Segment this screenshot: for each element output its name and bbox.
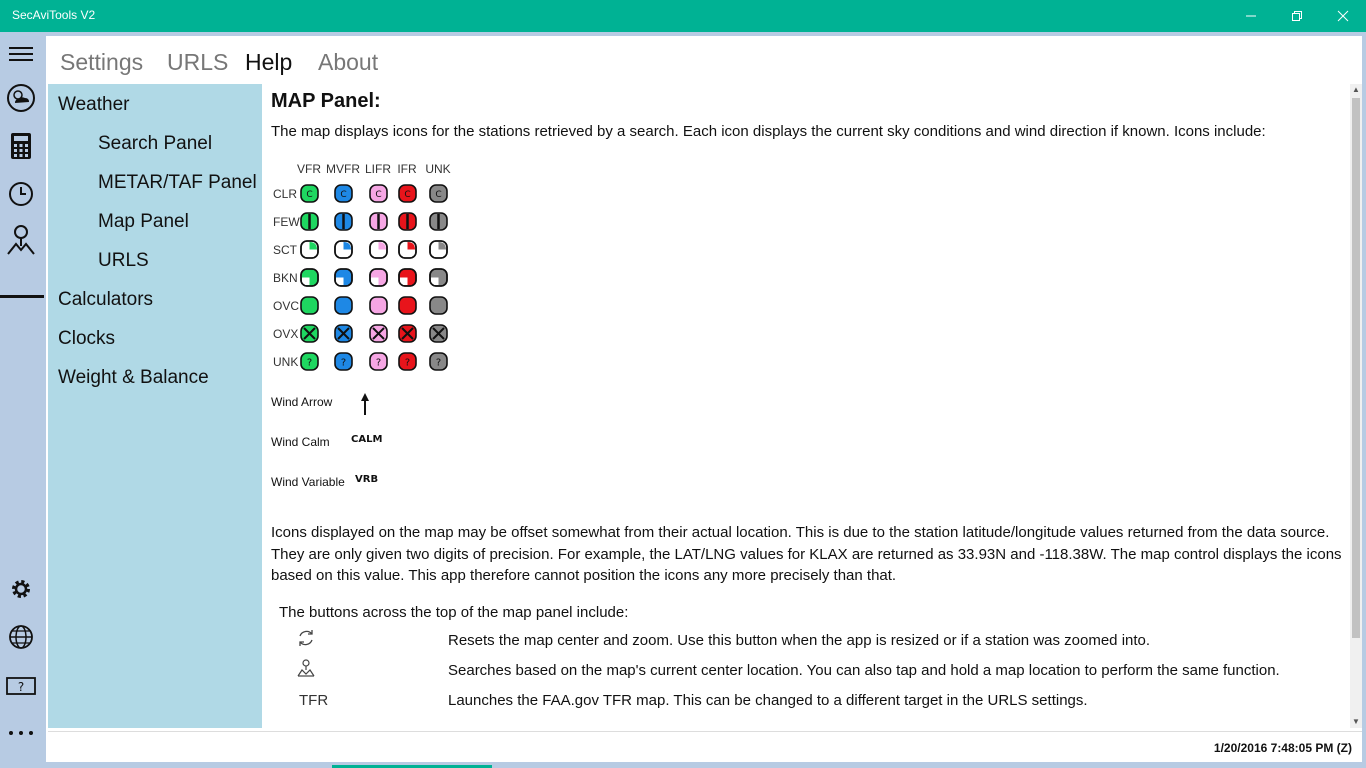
legend-row-ovx: OVX [273,327,299,341]
tfr-description: Launches the FAA.gov TFR map. This can be changed to a different target in the URLS settings. [448,692,1088,709]
nav-search-panel[interactable]: Search Panel [98,133,213,154]
restore-button[interactable] [1274,0,1320,32]
svg-text:?: ? [435,357,442,369]
legend-row-bkn: BKN [273,271,298,285]
sky-icon-unk-ifr [398,352,417,371]
gear-icon [8,576,34,602]
sky-icon-ovc-lifr [369,296,388,315]
svg-text:C: C [306,190,313,200]
close-button[interactable] [1320,0,1366,32]
sky-icon-sct-ifr [398,240,417,259]
sky-icon-ovx-vfr [300,324,319,343]
nav-calculators[interactable]: Calculators [58,289,154,310]
legend-row-few: FEW [273,215,300,229]
more-button[interactable] [3,715,39,751]
window-title: SecAviTools V2 [12,8,96,22]
location-search-description: Searches based on the map's current center location. You can also tap and hold a map location to perform the same function. [448,662,1280,679]
button-row-location-search [262,658,1350,686]
more-icon [7,729,35,737]
svg-text:C: C [435,190,442,200]
nav-map-panel[interactable]: Map Panel [98,211,189,232]
menu-urls[interactable]: URLS [167,49,229,75]
sky-icon-bkn-vfr [300,268,319,287]
intro-paragraph: The map displays icons for the stations retrieved by a search. Each icon displays the current sky conditions and wind direction if known. Icons include: [271,123,1266,140]
scroll-thumb[interactable] [1352,98,1360,638]
sky-icon-few-unk [429,212,448,231]
legend-column-ifr: IFR [397,162,417,176]
legend-column-unk: UNK [425,162,451,176]
svg-text:?: ? [306,357,313,369]
map-button[interactable] [3,222,39,258]
status-bar [48,731,1362,762]
settings-button[interactable] [3,571,39,607]
calculator-button[interactable] [3,128,39,164]
legend-row-ovc: OVC [273,299,300,313]
nav-weight-balance[interactable]: Weight & Balance [58,367,209,388]
sky-icon-unk-mvfr [334,352,353,371]
wind-calm-label: Wind Calm [271,435,330,449]
sky-icon-sct-mvfr [334,240,353,259]
sky-icon-sct-lifr [369,240,388,259]
sky-icon-clr-ifr [398,184,417,203]
frame-bottom [0,762,1366,768]
wind-calm-symbol: CALM [351,434,383,445]
minimize-icon [1245,10,1257,22]
sky-icon-unk-vfr [300,352,319,371]
help-icon [6,677,36,695]
sky-icon-unk-unk [429,352,448,371]
legend-column-lifr: LIFR [364,162,391,176]
sky-icon-ovx-mvfr [334,324,353,343]
sky-icon-few-vfr [300,212,319,231]
scroll-down-arrow[interactable]: ▼ [1352,717,1360,726]
sky-icon-bkn-ifr [398,268,417,287]
map-pin-icon [6,224,36,256]
sky-icon-sct-unk [429,240,448,259]
svg-text:C: C [404,190,411,200]
scroll-up-arrow[interactable]: ▲ [1352,85,1360,94]
refresh-icon [296,628,316,648]
sky-icon-ovx-lifr [369,324,388,343]
weather-icon [6,83,36,113]
title-bar [0,0,1366,32]
rail-selection-indicator [0,295,44,298]
nav-urls[interactable]: URLS [98,250,149,271]
left-rail [0,32,46,768]
sky-icon-bkn-mvfr [334,268,353,287]
clock-button[interactable] [3,176,39,212]
legend-row-unk: UNK [273,355,299,369]
svg-text:C: C [340,190,347,200]
content-scrollbar[interactable] [1350,84,1362,728]
sky-icon-ovc-unk [429,296,448,315]
weather-button[interactable] [3,80,39,116]
nav-metar-taf-panel[interactable]: METAR/TAF Panel [98,172,257,193]
sky-icon-clr-lifr [369,184,388,203]
menu-settings[interactable]: Settings [60,49,144,75]
sky-icon-ovc-mvfr [334,296,353,315]
sky-icon-few-lifr [369,212,388,231]
sky-icon-few-ifr [398,212,417,231]
status-datetime: 1/20/2016 7:48:05 PM (Z) [1213,741,1352,755]
sky-icon-ovx-unk [429,324,448,343]
legend-row-clr: CLR [273,187,298,201]
help-content [262,84,1350,728]
svg-text:?: ? [404,357,411,369]
sky-icon-ovc-ifr [398,296,417,315]
minimize-button[interactable] [1228,0,1274,32]
wind-variable-symbol: VRB [355,474,379,485]
hamburger-button[interactable] [3,36,39,72]
wind-arrow-icon [360,392,370,416]
legend-column-vfr: VFR [297,162,321,176]
buttons-intro: The buttons across the top of the map panel include: [279,604,629,621]
top-menu [48,36,1362,84]
sky-icon-ovc-vfr [300,296,319,315]
sky-icon-few-mvfr [334,212,353,231]
menu-help[interactable]: Help [245,49,293,75]
wind-variable-label: Wind Variable [271,475,345,489]
calculator-icon [10,132,32,160]
sky-icon-bkn-lifr [369,268,388,287]
sky-icon-sct-vfr [300,240,319,259]
sky-icon-bkn-unk [429,268,448,287]
button-row-refresh [262,628,1350,656]
globe-button[interactable] [3,619,39,655]
offset-paragraph: Icons displayed on the map may be offset somewhat from their actual location. This is due to the station latitude/longitude values returned from the data source. They are only given two digits of precision. For example, the LAT/LNG values for KLAX are returned as 33.93N and -118.38W. The map control displays the icons based on this value. This app therefore cannot position the icons any more precisely than that. [271,524,1342,584]
sky-icon-clr-mvfr [334,184,353,203]
svg-text:?: ? [17,680,25,694]
help-rail-button[interactable] [3,668,39,704]
clock-icon [8,181,34,207]
sky-icon-unk-lifr [369,352,388,371]
tfr-label: TFR [299,692,329,709]
restore-icon [1291,10,1303,22]
sky-icon-ovx-ifr [398,324,417,343]
svg-text:C: C [375,190,382,200]
hamburger-icon [8,45,34,63]
globe-icon [8,624,34,650]
wind-arrow-label: Wind Arrow [271,395,333,409]
svg-text:?: ? [340,357,347,369]
refresh-description: Resets the map center and zoom. Use this button when the app is resized or if a station was zoomed into. [448,632,1151,649]
frame-right [1362,32,1366,768]
sky-icon-clr-unk [429,184,448,203]
page-title: MAP Panel: [271,90,381,112]
location-search-icon [296,658,316,678]
legend-row-sct: SCT [273,243,297,257]
help-nav-panel [48,84,262,728]
svg-text:?: ? [375,357,382,369]
nav-weather[interactable]: Weather [58,94,130,115]
button-row-tfr [262,688,1350,716]
menu-about[interactable]: About [318,49,379,75]
nav-clocks[interactable]: Clocks [58,328,116,349]
close-icon [1337,10,1349,22]
legend-column-mvfr: MVFR [326,162,360,176]
sky-icon-clr-vfr [300,184,319,203]
